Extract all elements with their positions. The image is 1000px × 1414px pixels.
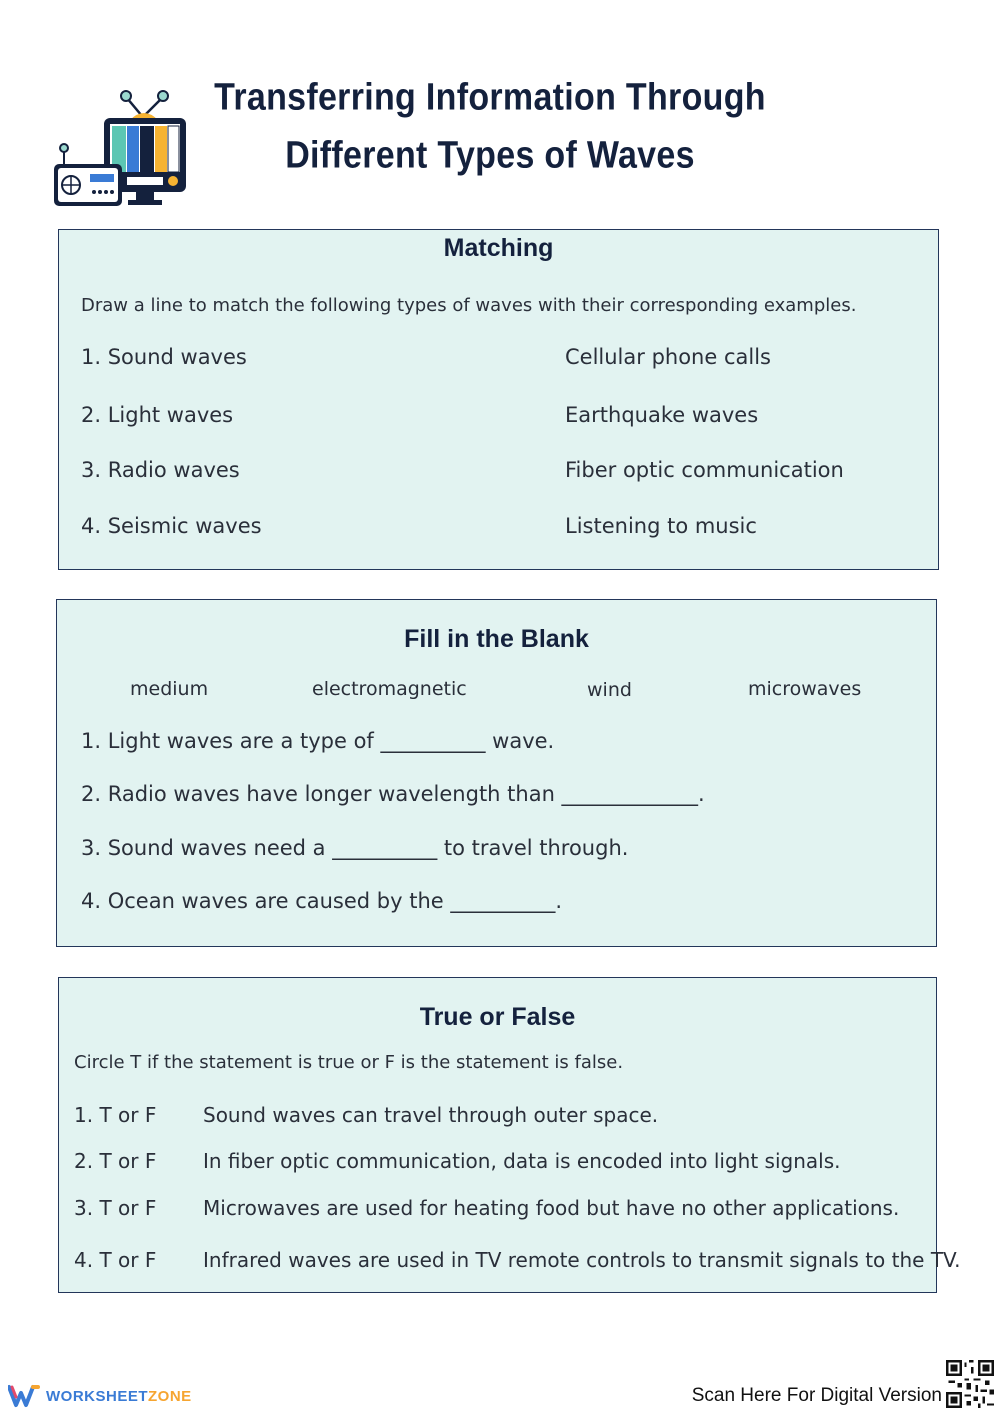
matching-left-item: 4. Seismic waves [81,514,262,538]
true-false-title: True or False [419,1003,576,1031]
fill-blank-item: 4. Ocean waves are caused by the __________. [81,889,563,913]
fill-blank-section [56,599,937,947]
true-false-statement: Infrared waves are used in TV remote controls to transmit signals to the TV. [203,1248,961,1272]
matching-section [58,229,939,570]
word-bank-item: medium [130,678,209,700]
true-false-label: 4. T or F [74,1248,157,1272]
true-false-label: 2. T or F [74,1149,157,1173]
worksheetzone-logo-icon [8,1384,40,1408]
tv-radio-icon [52,86,192,214]
matching-right-item: Earthquake waves [565,403,759,427]
brand-name [46,1388,192,1405]
matching-right-item: Fiber optic communication [565,458,844,482]
page-title [200,68,780,184]
fill-blank-item: 1. Light waves are a type of __________ wave. [81,729,555,753]
true-false-statement: Sound waves can travel through outer space. [203,1103,659,1127]
true-false-statement: In fiber optic communication, data is encoded into light signals. [203,1149,841,1173]
true-false-section [58,977,961,1293]
scan-text: Scan Here For Digital Version [691,1385,942,1406]
fill-blank-title: Fill in the Blank [404,625,589,653]
word-bank-item: microwaves [748,678,862,700]
word-bank-item: wind [587,679,632,701]
true-false-statement: Microwaves are used for heating food but have no other applications. [203,1196,900,1220]
fill-blank-item: 3. Sound waves need a __________ to travel through. [81,836,629,860]
matching-title: Matching [443,234,554,262]
brand-part-1: WORKSHEET [46,1387,148,1405]
worksheetzone-logo[interactable] [8,1383,192,1409]
true-false-instruction: Circle T if the statement is true or F is the statement is false. [74,1052,624,1073]
matching-left-item: 1. Sound waves [81,345,247,369]
matching-left-item: 2. Light waves [81,403,234,427]
matching-right-item: Listening to music [565,514,757,538]
matching-right-item: Cellular phone calls [565,345,771,369]
title-line-1: Transferring Information Through [214,75,766,119]
brand-part-2: ZONE [148,1387,192,1405]
word-bank-item: electromagnetic [312,678,467,700]
title-line-2: Different Types of Waves [285,133,695,177]
matching-instruction: Draw a line to match the following types of waves with their corresponding examples. [81,295,857,316]
true-false-label: 3. T or F [74,1196,157,1220]
true-false-label: 1. T or F [74,1103,157,1127]
matching-left-item: 3. Radio waves [81,458,240,482]
fill-blank-item: 2. Radio waves have longer wavelength than _____________. [81,782,705,806]
qr-code-icon[interactable] [946,1360,994,1408]
